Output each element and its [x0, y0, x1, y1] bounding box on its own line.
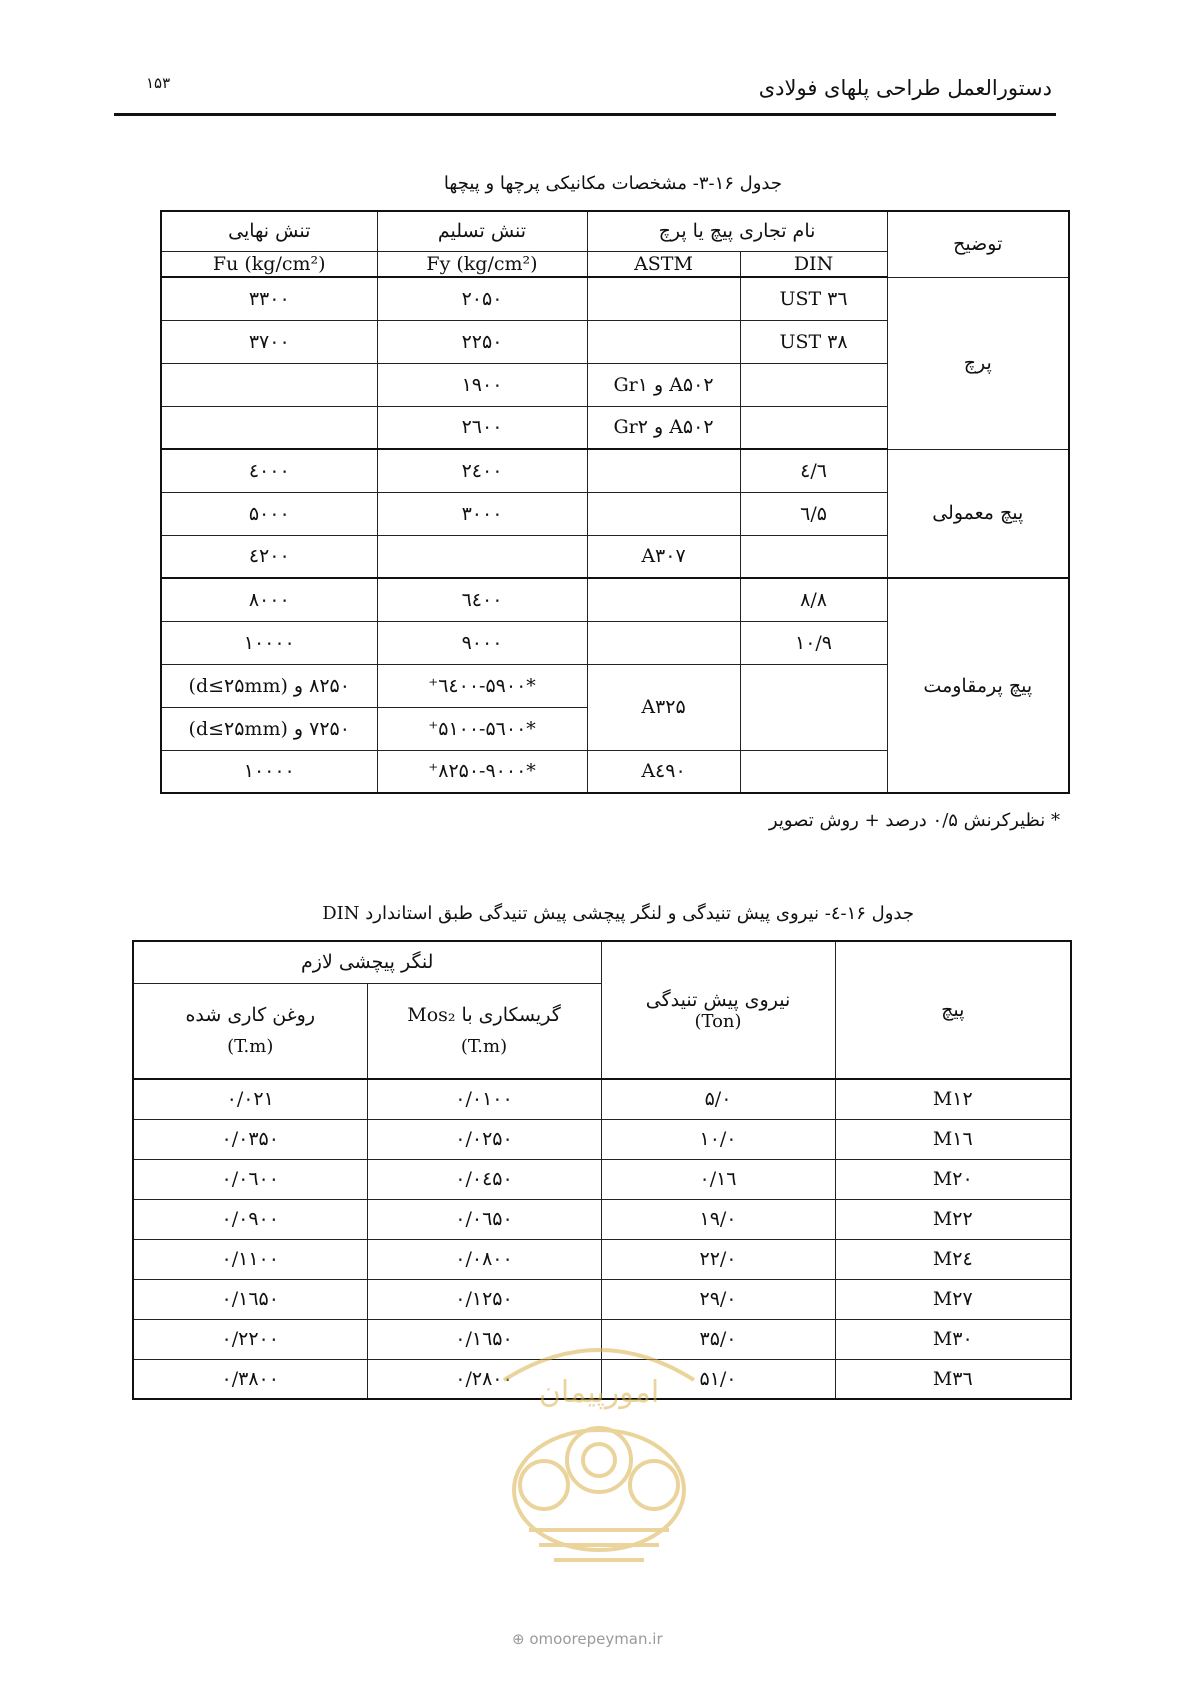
- table-cell-bolt: M۲۲: [835, 1199, 1071, 1239]
- table-cell-fy: ۲٤۰۰: [377, 449, 587, 492]
- header-ultimate-unit: Fu (kg/cm²): [161, 251, 377, 277]
- table-cell-astm: A٤۹۰: [587, 750, 740, 793]
- header-rule: [114, 113, 1056, 116]
- table-cell-astm: [587, 621, 740, 664]
- table-cell-oiled: ۰/۱۱۰۰: [133, 1239, 367, 1279]
- table-cell-greased: ۰/۰۲۵۰: [367, 1119, 601, 1159]
- table-cell-bolt: M۲۰: [835, 1159, 1071, 1199]
- header-astm: ASTM: [587, 251, 740, 277]
- table-cell-fy: ۳۰۰۰: [377, 492, 587, 535]
- table-cell-din: [740, 750, 887, 793]
- table-cell-astm: [587, 277, 740, 320]
- table-cell-oiled: ۰/۱٦۵۰: [133, 1279, 367, 1319]
- table-cell-oiled: ۰/۰۲۱: [133, 1079, 367, 1119]
- table-cell-astm: A۳۰۷: [587, 535, 740, 578]
- table-cell-bolt: M۲٤: [835, 1239, 1071, 1279]
- globe-icon: ⊕: [512, 1630, 525, 1648]
- table-cell-astm: [587, 492, 740, 535]
- table-cell-fy: ٦٤۰۰: [377, 578, 587, 621]
- table-cell-astm: [587, 449, 740, 492]
- table-cell-din: UST ۳۸: [740, 320, 887, 363]
- header-oiled-unit: (T.m): [227, 1036, 274, 1058]
- table-cell-preload: ۱٦/۰: [601, 1159, 835, 1199]
- table-cell-preload: ۵/۰: [601, 1079, 835, 1119]
- table-cell-fy: ۲۰۵۰: [377, 277, 587, 320]
- group-rivet-label: پرچ: [887, 277, 1069, 449]
- watermark-site-text: omoorepeyman.ir: [529, 1630, 663, 1648]
- table-cell-fy: ۱۹۰۰: [377, 363, 587, 406]
- header-greased-unit: (T.m): [460, 1036, 508, 1058]
- table-cell-bolt: M۳٦: [835, 1359, 1071, 1399]
- table-cell-astm: [587, 320, 740, 363]
- table-cell-din: ۵/٦: [740, 492, 887, 535]
- table-cell-fu: ۱۰۰۰۰: [161, 621, 377, 664]
- table-cell-preload: ۵۱/۰: [601, 1359, 835, 1399]
- table-cell-bolt: M۱٦: [835, 1119, 1071, 1159]
- header-ultimate-label: تنش نهایی: [161, 211, 377, 251]
- table-cell-fu: [161, 363, 377, 406]
- table-cell-astm: A۳۲۵: [587, 664, 740, 750]
- table-cell-fu: ۳۳۰۰: [161, 277, 377, 320]
- table-cell-fy: *۸۲۵۰-۹۰۰۰⁺: [377, 750, 587, 793]
- table-cell-fy: ۲٦۰۰: [377, 406, 587, 449]
- table-cell-fu: ٤۰۰۰: [161, 449, 377, 492]
- table-cell-fu: ٤۲۰۰: [161, 535, 377, 578]
- running-title: دستورالعمل طراحی پلهای فولادی: [758, 76, 1052, 100]
- header-din: DIN: [740, 251, 887, 277]
- group-high-strength-bolt-label: پیچ پرمقاومت: [887, 578, 1069, 793]
- table-cell-fy: ۲۲۵۰: [377, 320, 587, 363]
- header-preload-unit: (Ton): [694, 1010, 742, 1032]
- table-cell-fy: *۵۱۰۰-۵٦۰۰⁺: [377, 707, 587, 750]
- table-cell-fu: ۵۰۰۰: [161, 492, 377, 535]
- header-yield-label: تنش تسلیم: [377, 211, 587, 251]
- table-cell-astm: A۵۰۲ و Gr۲: [587, 406, 740, 449]
- table-cell-preload: ۱۰/۰: [601, 1119, 835, 1159]
- header-preload: [601, 941, 835, 1079]
- table-cell-preload: ۲۲/۰: [601, 1239, 835, 1279]
- watermark-site: [512, 1630, 663, 1648]
- table-cell-din: [740, 363, 887, 406]
- table-cell-fu: [161, 406, 377, 449]
- header-oiled: [133, 983, 367, 1079]
- table-cell-din: ۱۰/۹: [740, 621, 887, 664]
- table-cell-greased: ۰/۰۸۰۰: [367, 1239, 601, 1279]
- header-bolt: پیچ: [835, 941, 1071, 1079]
- table-cell-din: [740, 535, 887, 578]
- table-cell-preload: ۳۵/۰: [601, 1319, 835, 1359]
- table1-caption: جدول ۱۶-۳- مشخصات مکانیکی پرچها و پیچها: [443, 173, 782, 194]
- table-cell-greased: ۰/۰۱۰۰: [367, 1079, 601, 1119]
- table-cell-din: ۸/۸: [740, 578, 887, 621]
- watermark-logo-text: امورپیمان: [538, 1375, 660, 1410]
- table-cell-fu: ۳۷۰۰: [161, 320, 377, 363]
- table-cell-bolt: M۳۰: [835, 1319, 1071, 1359]
- table-cell-oiled: ۰/۳۸۰۰: [133, 1359, 367, 1399]
- table-cell-din: ٤/٦: [740, 449, 887, 492]
- table-cell-fu: ۸۲۵۰ و (d≤۲۵mm): [161, 664, 377, 707]
- table1-mechanical-properties: [160, 210, 1070, 794]
- table-cell-greased: ۰/۱۲۵۰: [367, 1279, 601, 1319]
- table-cell-fu: ۱۰۰۰۰: [161, 750, 377, 793]
- table-cell-preload: ۲۹/۰: [601, 1279, 835, 1319]
- table-cell-greased: ۰/۰٤۵۰: [367, 1159, 601, 1199]
- page-number: ۱۵۳: [146, 74, 171, 92]
- table-cell-bolt: M۱۲: [835, 1079, 1071, 1119]
- table-cell-din: UST ۳٦: [740, 277, 887, 320]
- table-cell-greased: ۰/۰٦۵۰: [367, 1199, 601, 1239]
- table-cell-din: [740, 406, 887, 449]
- table-cell-fy: *۵۹۰۰-٦٤۰۰⁺: [377, 664, 587, 707]
- table-cell-din: [740, 664, 887, 750]
- table-cell-fu: ۷۲۵۰ و (d≤۲۵mm): [161, 707, 377, 750]
- header-trade-name: نام تجاری پیچ یا پرچ: [587, 211, 887, 251]
- header-yield-unit: Fy (kg/cm²): [377, 251, 587, 277]
- table-cell-astm: A۵۰۲ و Gr۱: [587, 363, 740, 406]
- table-cell-preload: ۱۹/۰: [601, 1199, 835, 1239]
- header-greased-label: گریسکاری با Mos₂: [407, 1004, 561, 1027]
- header-preload-label: نیروی پیش تنیدگی: [645, 988, 791, 1011]
- table-cell-fy: ۹۰۰۰: [377, 621, 587, 664]
- header-description: توضیح: [887, 211, 1069, 277]
- header-torque-group: لنگر پیچشی لازم: [133, 941, 601, 983]
- table-cell-oiled: ۰/۰۹۰۰: [133, 1199, 367, 1239]
- watermark-logo: [484, 1310, 714, 1600]
- table-cell-astm: [587, 578, 740, 621]
- table-cell-greased: ۰/۱٦۵۰: [367, 1319, 601, 1359]
- table-cell-oiled: ۰/۲۲۰۰: [133, 1319, 367, 1359]
- group-ordinary-bolt-label: پیچ معمولی: [887, 449, 1069, 578]
- header-oiled-label: روغن کاری شده: [185, 1004, 316, 1027]
- table-cell-greased: ۰/۲۸۰۰: [367, 1359, 601, 1399]
- table2-caption: جدول ۱۶-٤- نیروی پیش تنیدگی و لنگر پیچشی پیش تنیدگی طبق استاندارد DIN: [322, 903, 914, 924]
- table-cell-oiled: ۰/۰٦۰۰: [133, 1159, 367, 1199]
- table-cell-bolt: M۲۷: [835, 1279, 1071, 1319]
- header-greased: [367, 983, 601, 1079]
- table-cell-fu: ۸۰۰۰: [161, 578, 377, 621]
- table-cell-fy: [377, 535, 587, 578]
- table1-footnote: * نظیرکرنش ۰/۵ درصد + روش تصویر: [768, 810, 1060, 831]
- table-cell-oiled: ۰/۰۳۵۰: [133, 1119, 367, 1159]
